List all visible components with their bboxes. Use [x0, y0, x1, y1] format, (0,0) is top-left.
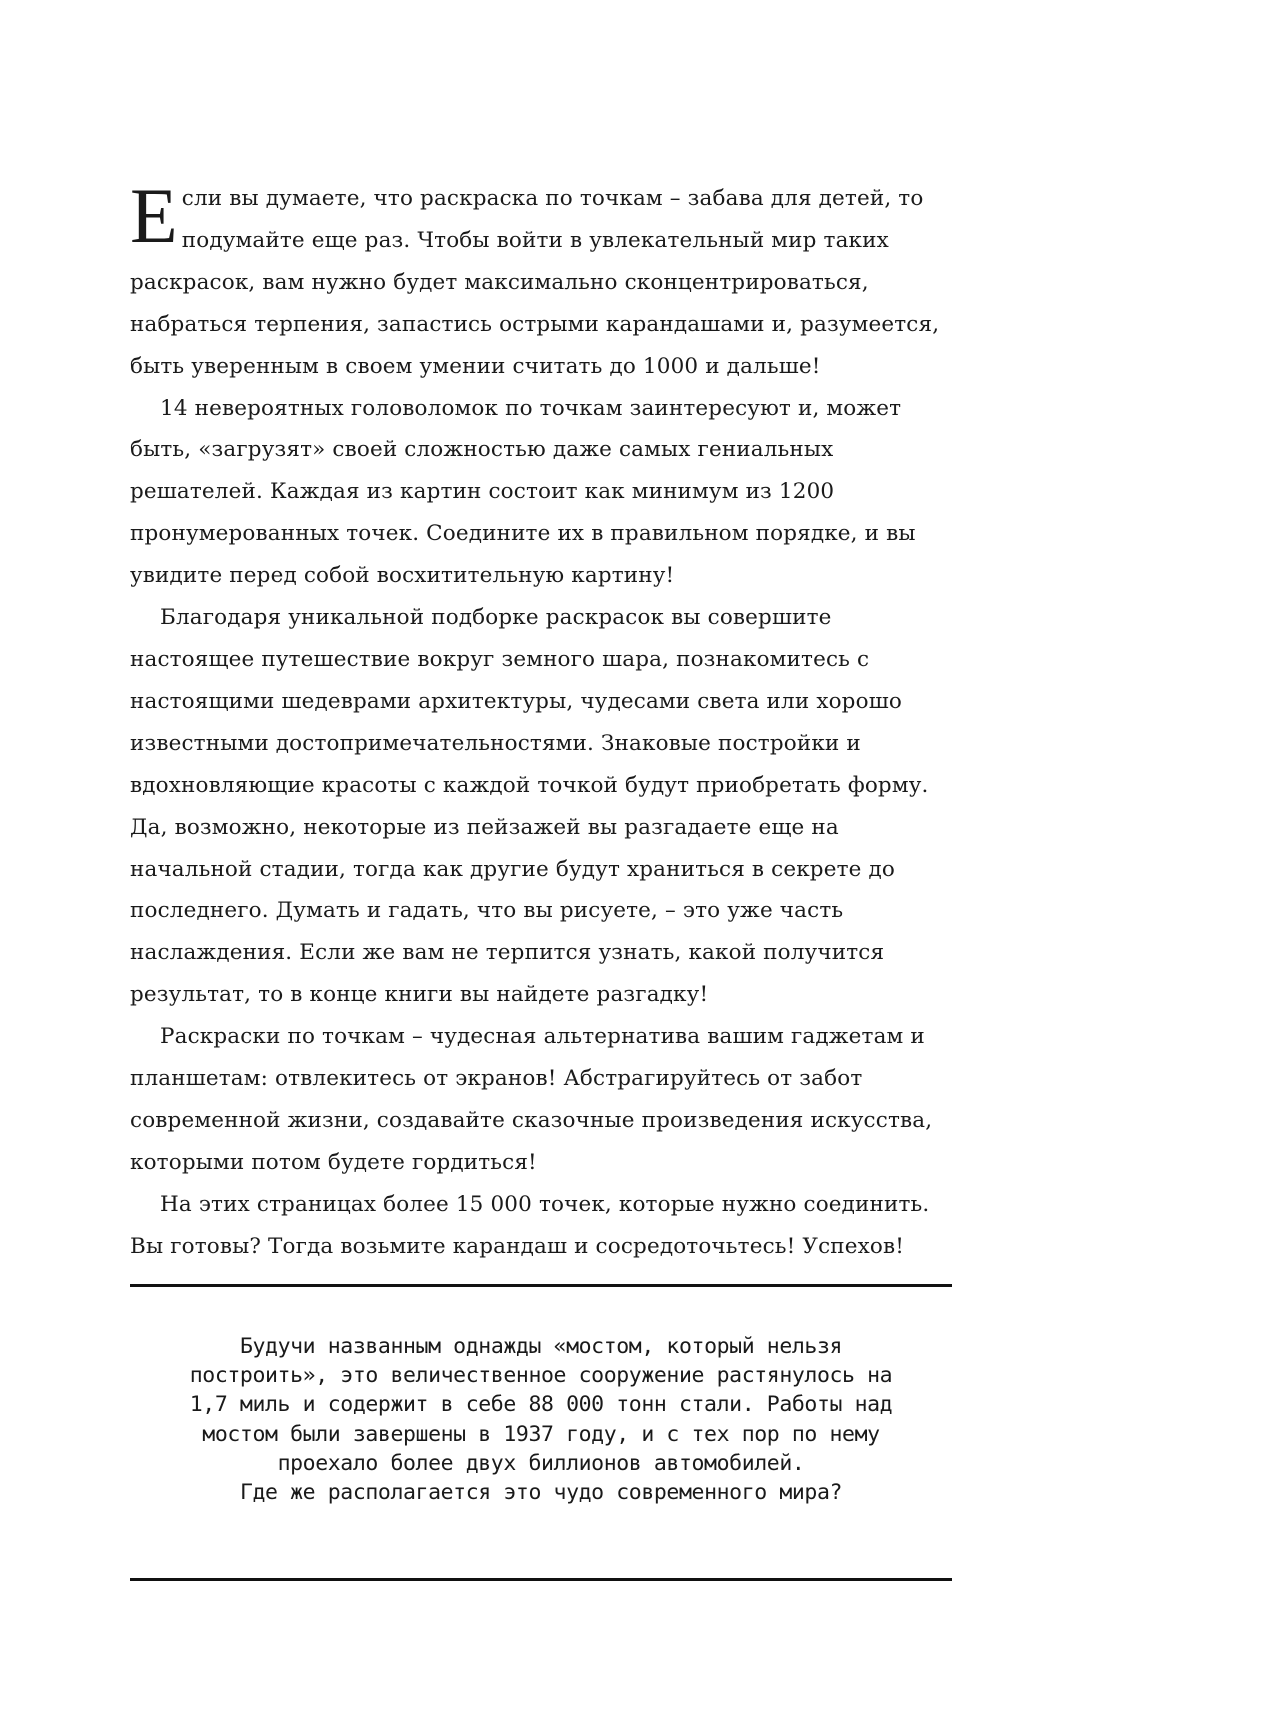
divider-bottom — [130, 1578, 952, 1581]
drop-cap: Е — [130, 172, 178, 259]
riddle-line: Где же располагается это чудо современного мира? — [239, 1480, 843, 1506]
intro-paragraph-4: Раскраски по точкам – чудесная альтернатива вашим гаджетам и планшетам: отвлекитесь от экранов! Абстрагируйтесь от забот современной жизни, создавайте сказочные произведения искусства, которыми потом будете гордиться! — [130, 1024, 933, 1175]
intro-text — [130, 172, 960, 1268]
divider-top — [130, 1284, 952, 1287]
riddle-line: 1,7 миль и содержит в себе 88 000 тонн стали. Работы над — [189, 1392, 893, 1418]
intro-paragraph-2: 14 невероятных головоломок по точкам заинтересуют и, может быть, «загрузят» своей сложностью даже самых гениальных решателей. Каждая из картин состоит как минимум из 1200 пронумерованных точек. Соедините их в правильном порядке, и вы увидите перед собой восхитительную картину! — [130, 395, 916, 589]
intro-paragraph-1-text: сли вы думаете, что раскраска по точкам – забава для детей, то подумайте еще раз. Чтобы войти в увлекательный мир таких раскрасок, вам нужно будет максимально сконцентрироваться, набраться терпения, запастись острыми карандашами и, разумеется, быть уверенным в своем умении считать до 1000 и дальше! — [130, 186, 940, 379]
intro-paragraph-3: Благодаря уникальной подборке раскрасок вы совершите настоящее путешествие вокруг земного шара, познакомитесь с настоящими шедеврами архитектуры, чудесами света или хорошо известными достопримечательностями. Знаковые постройки и вдохновляющие красоты с каждой точкой будут приобретать форму. Да, возможно, некоторые из пейзажей вы разгадаете еще на начальной стадии, тогда как другие будут храниться в секрете до последнего. Думать и гадать, что вы рисуете, – это уже часть наслаждения. Если же вам не терпится узнать, какой получится результат, то в конце книги вы найдете разгадку! — [130, 605, 929, 1008]
riddle-line: построить», это величественное сооружение растянулось на — [189, 1363, 893, 1389]
riddle-text — [130, 1332, 952, 1507]
riddle-line: мостом были завершены в 1937 году, и с тех пор по нему — [202, 1421, 880, 1447]
riddle-line: проехало более двух биллионов автомобилей. — [277, 1450, 805, 1476]
intro-paragraph-5: На этих страницах более 15 000 точек, которые нужно соединить. Вы готовы? Тогда возьмите карандаш и сосредоточьтесь! Успехов! — [130, 1191, 930, 1259]
intro-paragraph-1 — [130, 172, 960, 388]
riddle-line: Будучи названным однажды «мостом, который нельзя — [239, 1334, 843, 1359]
